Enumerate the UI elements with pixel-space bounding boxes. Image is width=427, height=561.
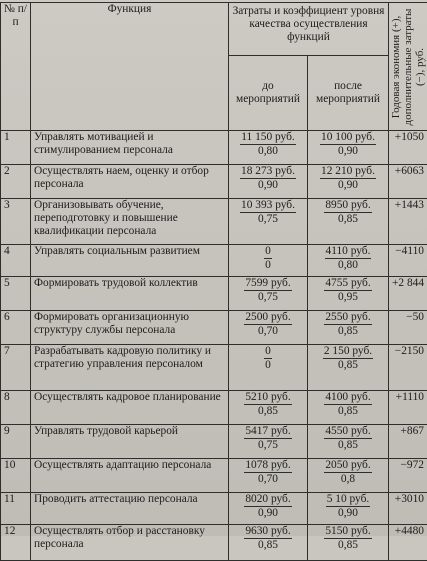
cost-after-value: 2 150 руб. xyxy=(323,345,373,359)
header-economy-cell xyxy=(389,3,427,131)
quality-after-coef: 0,90 xyxy=(326,507,371,520)
annual-economy: +867 xyxy=(389,425,427,459)
quality-before-coef: 0,90 xyxy=(244,507,291,520)
cost-after xyxy=(308,199,389,245)
table-row xyxy=(1,277,427,311)
quality-after-coef: 0,85 xyxy=(324,325,371,338)
function-name: Разрабатывать кадровую политику и стратегию управления персоналом xyxy=(31,345,229,391)
cost-after xyxy=(308,425,389,459)
cost-after xyxy=(308,277,389,311)
table-row xyxy=(1,199,427,245)
table-row xyxy=(1,459,427,493)
cost-after-value: 8950 руб. xyxy=(324,199,371,213)
row-number: 7 xyxy=(1,345,31,391)
quality-before-coef: 0,75 xyxy=(244,291,291,304)
cost-before xyxy=(229,391,308,425)
row-number: 12 xyxy=(1,525,31,561)
function-name: Организовывать обучение, переподготовку и повышение квалификации персонала xyxy=(31,199,229,245)
header-function: Функция xyxy=(31,3,229,131)
quality-after-coef: 0,85 xyxy=(323,359,373,372)
row-number: 6 xyxy=(1,311,31,345)
cost-before xyxy=(229,165,308,199)
quality-after-coef: 0,95 xyxy=(324,291,371,304)
function-name: Формировать организационную структуру службы персонала xyxy=(31,311,229,345)
quality-after-coef: 0,85 xyxy=(324,439,371,452)
quality-after-coef: 0,8 xyxy=(324,473,371,486)
cost-before xyxy=(229,425,308,459)
table-row xyxy=(1,493,427,525)
cost-after xyxy=(308,391,389,425)
cost-after-value: 4755 руб. xyxy=(324,277,371,291)
quality-before-coef: 0,80 xyxy=(240,145,295,158)
annual-economy: +3010 xyxy=(389,493,427,525)
quality-before-coef: 0 xyxy=(264,259,272,272)
cost-before xyxy=(229,311,308,345)
quality-after-coef: 0,85 xyxy=(324,539,371,552)
annual-economy: −50 xyxy=(389,311,427,345)
cost-before xyxy=(229,493,308,525)
cost-after-value: 10 100 руб. xyxy=(320,131,376,145)
cost-after xyxy=(308,459,389,493)
annual-economy: +1443 xyxy=(389,199,427,245)
cost-before xyxy=(229,245,308,277)
annual-economy: +6063 xyxy=(389,165,427,199)
header-before: до мероприятий xyxy=(229,56,308,131)
annual-economy: −2150 xyxy=(389,345,427,391)
table-row xyxy=(1,525,427,561)
cost-before-value: 5210 руб. xyxy=(244,391,291,405)
quality-after-coef: 0,90 xyxy=(320,145,376,158)
quality-after-coef: 0,85 xyxy=(324,405,371,418)
cost-before xyxy=(229,131,308,165)
cost-after-value: 5 10 руб. xyxy=(326,493,371,507)
cost-before-value: 1078 руб. xyxy=(244,459,291,473)
cost-after xyxy=(308,311,389,345)
row-number: 2 xyxy=(1,165,31,199)
cost-before xyxy=(229,199,308,245)
function-name: Формировать трудовой коллектив xyxy=(31,277,229,311)
quality-before-coef: 0,75 xyxy=(244,439,291,452)
cost-after xyxy=(308,131,389,165)
annual-economy: +4480 xyxy=(389,525,427,561)
table-row xyxy=(1,345,427,391)
function-name: Осуществлять отбор и расстановку персонала xyxy=(31,525,229,561)
quality-before-coef: 0,70 xyxy=(244,473,291,486)
cost-after xyxy=(308,165,389,199)
header-costs-group: Затраты и коэффициент уровня качества осуществления функций xyxy=(229,3,389,56)
annual-economy: −972 xyxy=(389,459,427,493)
annual-economy: +1050 xyxy=(389,131,427,165)
annual-economy: −4110 xyxy=(389,245,427,277)
cost-before xyxy=(229,459,308,493)
cost-after xyxy=(308,245,389,277)
quality-before-coef: 0 xyxy=(264,359,272,372)
cost-before-value: 8020 руб. xyxy=(244,493,291,507)
cost-before-value: 5417 руб. xyxy=(244,425,291,439)
cost-before-value: 10 393 руб. xyxy=(240,199,296,213)
cost-after-value: 12 210 руб. xyxy=(320,165,376,179)
functions-cost-table xyxy=(0,2,427,561)
quality-after-coef: 0,85 xyxy=(324,213,371,226)
function-name: Управлять трудовой карьерой xyxy=(31,425,229,459)
header-num: № п/п xyxy=(1,3,31,131)
cost-before-value: 2500 руб. xyxy=(244,311,291,325)
cost-after-value: 2050 руб. xyxy=(324,459,371,473)
row-number: 8 xyxy=(1,391,31,425)
header-economy: Годовая экономия (+), дополнительные затраты (−), руб. xyxy=(390,6,426,128)
quality-before-coef: 0,70 xyxy=(244,325,291,338)
header-after: после мероприятий xyxy=(308,56,389,131)
quality-after-coef: 0,80 xyxy=(325,259,372,272)
annual-economy: +2 844 xyxy=(389,277,427,311)
header-row-1 xyxy=(1,3,427,56)
row-number: 3 xyxy=(1,199,31,245)
cost-before-value: 0 xyxy=(264,245,272,259)
quality-before-coef: 0,85 xyxy=(244,539,291,552)
cost-after xyxy=(308,525,389,561)
cost-after-value: 5150 руб. xyxy=(324,525,371,539)
quality-after-coef: 0,90 xyxy=(320,179,376,192)
table-row xyxy=(1,391,427,425)
cost-before xyxy=(229,525,308,561)
function-name: Осуществлять наем, оценку и отбор персонала xyxy=(31,165,229,199)
cost-before-value: 0 xyxy=(264,345,272,359)
function-name: Осуществлять адаптацию персонала xyxy=(31,459,229,493)
function-name: Управлять мотивацией и стимулированием персонала xyxy=(31,131,229,165)
row-number: 1 xyxy=(1,131,31,165)
cost-after-value: 4550 руб. xyxy=(324,425,371,439)
cost-after-value: 4110 руб. xyxy=(325,245,372,259)
table-row xyxy=(1,425,427,459)
cost-before-value: 9630 руб. xyxy=(244,525,291,539)
function-name: Управлять социальным развитием xyxy=(31,245,229,277)
function-name: Осуществлять кадровое планирование xyxy=(31,391,229,425)
cost-after-value: 2550 руб. xyxy=(324,311,371,325)
row-number: 5 xyxy=(1,277,31,311)
function-name: Проводить аттестацию персонала xyxy=(31,493,229,525)
quality-before-coef: 0,85 xyxy=(244,405,291,418)
cost-before xyxy=(229,345,308,391)
cost-after-value: 4100 руб. xyxy=(324,391,371,405)
quality-before-coef: 0,75 xyxy=(240,213,296,226)
cost-before-value: 7599 руб. xyxy=(244,277,291,291)
quality-before-coef: 0,90 xyxy=(240,179,296,192)
row-number: 9 xyxy=(1,425,31,459)
cost-before-value: 11 150 руб. xyxy=(240,131,295,145)
annual-economy: +1110 xyxy=(389,391,427,425)
table-row xyxy=(1,165,427,199)
cost-before-value: 18 273 руб. xyxy=(240,165,296,179)
cost-after xyxy=(308,493,389,525)
cost-before xyxy=(229,277,308,311)
cost-after xyxy=(308,345,389,391)
table-row xyxy=(1,311,427,345)
row-number: 11 xyxy=(1,493,31,525)
row-number: 10 xyxy=(1,459,31,493)
table-row xyxy=(1,131,427,165)
table-row xyxy=(1,245,427,277)
row-number: 4 xyxy=(1,245,31,277)
